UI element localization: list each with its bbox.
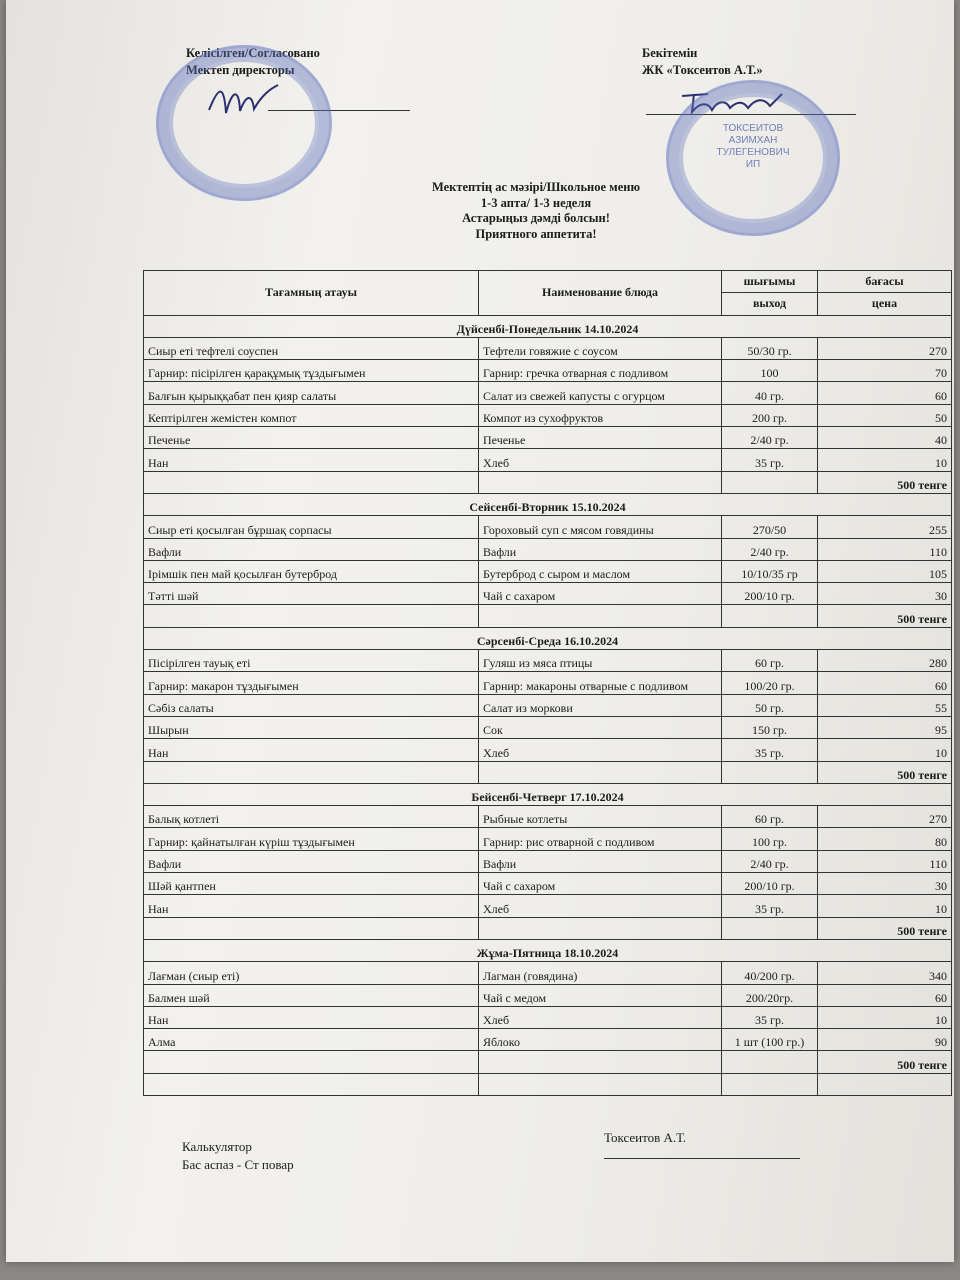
- dish-price: 80: [818, 828, 952, 850]
- dish-name-kz: Шырын: [144, 716, 479, 738]
- table-row: [144, 828, 952, 850]
- dish-name-ru: Салат из свежей капусты с огурцом: [479, 382, 722, 404]
- dish-output: 35 гр.: [722, 449, 818, 471]
- dish-name-kz: Гарнир: макарон тұздығымен: [144, 672, 479, 694]
- dish-name-kz: Кептірілген жемістен компот: [144, 404, 479, 426]
- day-header-row: [144, 939, 952, 961]
- day-total-row: [144, 1051, 952, 1073]
- day-label: Сейсенбі-Вторник 15.10.2024: [144, 493, 952, 515]
- col-header-ru: Наименование блюда: [479, 271, 722, 316]
- dish-name-ru: Хлеб: [479, 895, 722, 917]
- dish-output: 35 гр.: [722, 1006, 818, 1028]
- stamp-line-1: ТОКСЕИТОВ: [722, 123, 784, 134]
- dish-name-ru: Чай с сахаром: [479, 583, 722, 605]
- col-header-price-ru: цена: [818, 293, 952, 315]
- table-row: [144, 337, 952, 359]
- table-row: [144, 873, 952, 895]
- dish-price: 70: [818, 360, 952, 382]
- dish-name-kz: Нан: [144, 449, 479, 471]
- empty-cell: [479, 917, 722, 939]
- dish-name-kz: Шәй қантпен: [144, 873, 479, 895]
- dish-price: 10: [818, 739, 952, 761]
- dish-name-ru: Гороховый суп с мясом говядины: [479, 516, 722, 538]
- day-total: 500 тенге: [818, 761, 952, 783]
- footer-calculator: Калькулятор: [182, 1139, 252, 1154]
- dish-price: 105: [818, 560, 952, 582]
- dish-price: 255: [818, 516, 952, 538]
- day-header-row: [144, 493, 952, 515]
- day-header-row: [144, 627, 952, 649]
- document-sheet: [6, 0, 954, 1262]
- footer-signature-line: [604, 1158, 800, 1159]
- table-row: [144, 560, 952, 582]
- dish-name-ru: Яблоко: [479, 1029, 722, 1051]
- dish-name-kz: Нан: [144, 1006, 479, 1028]
- dish-price: 270: [818, 806, 952, 828]
- dish-name-kz: Нан: [144, 739, 479, 761]
- table-row: [144, 382, 952, 404]
- dish-output: 2/40 гр.: [722, 538, 818, 560]
- dish-name-ru: Сок: [479, 716, 722, 738]
- dish-price: 90: [818, 1029, 952, 1051]
- dish-name-ru: Компот из сухофруктов: [479, 404, 722, 426]
- dish-name-kz: Лағман (сиыр еті): [144, 962, 479, 984]
- dish-name-ru: Тефтели говяжие с соусом: [479, 337, 722, 359]
- table-row: [144, 694, 952, 716]
- dish-name-kz: Тәтті шәй: [144, 583, 479, 605]
- empty-cell: [722, 605, 818, 627]
- dish-name-ru: Гарнир: гречка отварная с подливом: [479, 360, 722, 382]
- table-row: [144, 962, 952, 984]
- dish-output: 40 гр.: [722, 382, 818, 404]
- table-row: [144, 672, 952, 694]
- dish-output: 35 гр.: [722, 895, 818, 917]
- dish-name-ru: Салат из моркови: [479, 694, 722, 716]
- menu-table: [143, 270, 952, 1096]
- table-row: [144, 516, 952, 538]
- approve-owner: ЖК «Токсеитов А.Т.»: [642, 63, 763, 77]
- footer-name: Токсеитов А.Т.: [604, 1130, 687, 1145]
- day-total-row: [144, 761, 952, 783]
- day-header-row: [144, 315, 952, 337]
- col-header-price-kz: бағасы: [818, 271, 952, 293]
- empty-cell: [479, 1073, 722, 1095]
- dish-name-ru: Бутерброд с сыром и маслом: [479, 560, 722, 582]
- empty-cell: [144, 1051, 479, 1073]
- dish-name-kz: Вафли: [144, 850, 479, 872]
- director-signature: [204, 75, 284, 125]
- approval-label: Келісілген/Согласовано: [186, 46, 320, 60]
- stamp-line-2: АЗИМХАН: [728, 135, 778, 146]
- day-label: Бейсенбі-Четверг 17.10.2024: [144, 783, 952, 805]
- footer-roles: [182, 1138, 294, 1174]
- col-header-kz: Тағамның атауы: [144, 271, 479, 316]
- dish-output: 200/20гр.: [722, 984, 818, 1006]
- dish-name-kz: Балмен шәй: [144, 984, 479, 1006]
- dish-price: 280: [818, 650, 952, 672]
- dish-name-kz: Пісірілген тауық еті: [144, 650, 479, 672]
- table-row: [144, 449, 952, 471]
- dish-name-kz: Сәбіз салаты: [144, 694, 479, 716]
- day-label: Жұма-Пятница 18.10.2024: [144, 939, 952, 961]
- approve-label: Бекітемін: [642, 46, 698, 60]
- dish-name-ru: Гуляш из мяса птицы: [479, 650, 722, 672]
- dish-name-kz: Сиыр еті тефтелі соуспен: [144, 337, 479, 359]
- approve-block: [642, 45, 763, 79]
- empty-cell: [144, 1073, 479, 1095]
- empty-cell: [479, 605, 722, 627]
- dish-output: 60 гр.: [722, 806, 818, 828]
- dish-output: 50 гр.: [722, 694, 818, 716]
- day-header-row: [144, 783, 952, 805]
- empty-cell: [818, 1073, 952, 1095]
- day-total-row: [144, 917, 952, 939]
- table-row: [144, 650, 952, 672]
- dish-price: 60: [818, 382, 952, 404]
- table-row: [144, 716, 952, 738]
- dish-price: 110: [818, 538, 952, 560]
- dish-price: 10: [818, 895, 952, 917]
- dish-output: 10/10/35 гр: [722, 560, 818, 582]
- dish-name-kz: Сиыр еті қосылған бұршақ сорпасы: [144, 516, 479, 538]
- empty-cell: [722, 761, 818, 783]
- title-line-4: Приятного аппетита!: [475, 226, 597, 241]
- empty-cell: [144, 917, 479, 939]
- day-total: 500 тенге: [818, 605, 952, 627]
- dish-price: 40: [818, 427, 952, 449]
- dish-name-ru: Гарнир: рис отварной с подливом: [479, 828, 722, 850]
- day-total: 500 тенге: [818, 917, 952, 939]
- table-row: [144, 360, 952, 382]
- dish-price: 60: [818, 672, 952, 694]
- dish-name-kz: Балғын қырыққабат пен қияр салаты: [144, 382, 479, 404]
- empty-cell: [722, 917, 818, 939]
- empty-cell: [722, 471, 818, 493]
- day-total: 500 тенге: [818, 1051, 952, 1073]
- empty-cell: [144, 761, 479, 783]
- dish-output: 200 гр.: [722, 404, 818, 426]
- dish-name-kz: Нан: [144, 895, 479, 917]
- dish-price: 30: [818, 583, 952, 605]
- dish-output: 150 гр.: [722, 716, 818, 738]
- dish-price: 50: [818, 404, 952, 426]
- day-total: 500 тенге: [818, 471, 952, 493]
- table-row: [144, 1029, 952, 1051]
- dish-name-ru: Вафли: [479, 538, 722, 560]
- dish-output: 100: [722, 360, 818, 382]
- menu-title: [6, 180, 960, 242]
- dish-name-ru: Печенье: [479, 427, 722, 449]
- empty-cell: [479, 761, 722, 783]
- table-row: [144, 427, 952, 449]
- empty-cell: [144, 605, 479, 627]
- table-row: [144, 806, 952, 828]
- day-label: Дүйсенбі-Понедельник 14.10.2024: [144, 315, 952, 337]
- col-header-out-kz: шығымы: [722, 271, 818, 293]
- dish-output: 2/40 гр.: [722, 427, 818, 449]
- dish-output: 1 шт (100 гр.): [722, 1029, 818, 1051]
- dish-output: 200/10 гр.: [722, 873, 818, 895]
- dish-name-ru: Хлеб: [479, 449, 722, 471]
- approval-director: Мектеп директоры: [186, 63, 295, 77]
- footer-chef: Бас аспаз - Ст повар: [182, 1157, 294, 1172]
- table-row: [144, 1006, 952, 1028]
- dish-price: 60: [818, 984, 952, 1006]
- dish-price: 270: [818, 337, 952, 359]
- title-line-3: Астарыңыз дәмді болсын!: [462, 211, 610, 225]
- dish-output: 2/40 гр.: [722, 850, 818, 872]
- dish-name-kz: Гарнир: пісірілген қарақұмық тұздығымен: [144, 360, 479, 382]
- dish-name-ru: Чай с сахаром: [479, 873, 722, 895]
- dish-name-kz: Ірімшік пен май қосылған бутерброд: [144, 560, 479, 582]
- table-row: [144, 895, 952, 917]
- table-row: [144, 404, 952, 426]
- empty-cell: [722, 1051, 818, 1073]
- day-total-row: [144, 605, 952, 627]
- stamp-line-4: ИП: [745, 159, 761, 170]
- dish-output: 100/20 гр.: [722, 672, 818, 694]
- table-row: [144, 739, 952, 761]
- dish-output: 40/200 гр.: [722, 962, 818, 984]
- dish-name-kz: Гарнир: қайнатылған күріш тұздығымен: [144, 828, 479, 850]
- empty-cell: [722, 1073, 818, 1095]
- dish-output: 100 гр.: [722, 828, 818, 850]
- table-row: [144, 984, 952, 1006]
- dish-name-ru: Рыбные котлеты: [479, 806, 722, 828]
- empty-cell: [144, 471, 479, 493]
- dish-price: 95: [818, 716, 952, 738]
- dish-output: 50/30 гр.: [722, 337, 818, 359]
- table-row: [144, 850, 952, 872]
- title-line-1: Мектептің ас мәзірі/Школьное меню: [431, 180, 640, 194]
- col-header-out-ru: выход: [722, 293, 818, 315]
- dish-name-ru: Чай с медом: [479, 984, 722, 1006]
- dish-output: 200/10 гр.: [722, 583, 818, 605]
- dish-price: 10: [818, 1006, 952, 1028]
- table-row: [144, 538, 952, 560]
- dish-name-kz: Алма: [144, 1029, 479, 1051]
- dish-price: 55: [818, 694, 952, 716]
- dish-name-ru: Хлеб: [479, 739, 722, 761]
- dish-name-ru: Вафли: [479, 850, 722, 872]
- dish-price: 30: [818, 873, 952, 895]
- table-row: [144, 583, 952, 605]
- day-total-row: [144, 471, 952, 493]
- empty-cell: [479, 471, 722, 493]
- dish-name-kz: Балық котлеті: [144, 806, 479, 828]
- day-label: Сәрсенбі-Среда 16.10.2024: [144, 627, 952, 649]
- dish-name-ru: Лагман (говядина): [479, 962, 722, 984]
- dish-price: 340: [818, 962, 952, 984]
- empty-cell: [479, 1051, 722, 1073]
- empty-row: [144, 1073, 952, 1095]
- dish-output: 60 гр.: [722, 650, 818, 672]
- dish-output: 270/50: [722, 516, 818, 538]
- dish-name-ru: Хлеб: [479, 1006, 722, 1028]
- stamp-line-3: ТУЛЕГЕНОВИЧ: [716, 147, 790, 158]
- dish-name-ru: Гарнир: макароны отварные с подливом: [479, 672, 722, 694]
- dish-price: 10: [818, 449, 952, 471]
- table-header-row: [144, 271, 952, 293]
- dish-output: 35 гр.: [722, 739, 818, 761]
- dish-name-kz: Печенье: [144, 427, 479, 449]
- dish-name-kz: Вафли: [144, 538, 479, 560]
- title-line-2: 1-3 апта/ 1-3 неделя: [480, 195, 592, 210]
- dish-price: 110: [818, 850, 952, 872]
